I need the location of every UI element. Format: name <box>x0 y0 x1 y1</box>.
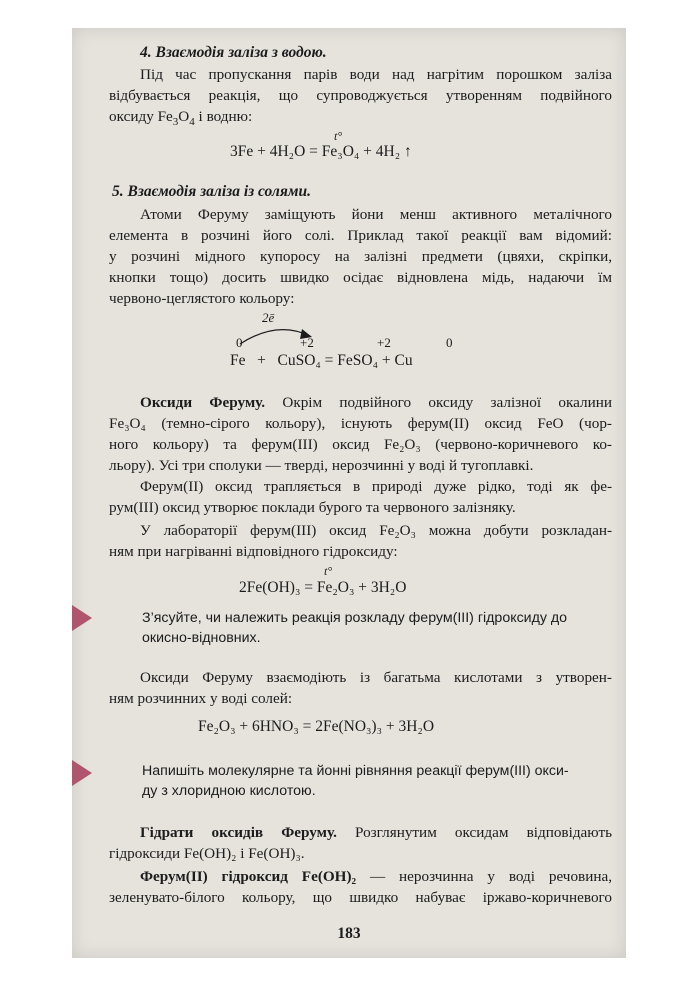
eq-decomposition-condition: t° <box>324 564 333 578</box>
section-5-heading: 5. Взаємодія заліза із солями. <box>112 183 311 200</box>
oxides-line-2: Fe₃O₄ (темно-сірого кольору), існують ферум(II) оксид FeO (чор- <box>109 415 612 432</box>
section-5-line-1: Атоми Феруму заміщують йони менш активного металічного <box>140 206 612 223</box>
eq-water-condition: t° <box>334 129 343 143</box>
hydrates-line-2: гідроксиди Fe(OH)₂ і Fe(OH)₃. <box>109 845 305 862</box>
section-5-line-3: у розчині мідного купоросу на залізні предмети (цвяхи, скріпки, <box>109 248 612 265</box>
section-4-line-2: відбувається реакція, що супроводжується утворенням подвійного <box>109 87 612 104</box>
oxides-line-4: льору). Усі три сполуки — тверді, нерозчинні у воді й тугоплавкі. <box>109 457 534 474</box>
hydrates-p2-line-2: зеленувато-білого кольору, що швидко набуває іржаво-коричневого <box>109 889 612 906</box>
equation-hydroxide-decomposition: 2Fe(OH)₃ = Fe₂O₃ + 3H₂O <box>239 579 407 596</box>
task-2-line-2: ду з хлоридною кислотою. <box>142 783 316 799</box>
task-2-line-1: Напишіть молекулярне та йонні рівняння реакції ферум(III) окси- <box>142 763 569 779</box>
oxides-p3-line-1: У лабораторії ферум(III) оксид Fe₂O₃ можна добути розкладан- <box>140 522 612 539</box>
section-4-heading: 4. Взаємодія заліза з водою. <box>140 44 327 61</box>
task-marker-icon <box>72 760 92 786</box>
oxides-p3-line-2: ням при нагріванні відповідного гідроксиду: <box>109 543 398 560</box>
hydrates-line-1: Гідрати оксидів Феруму. Розглянутим оксидам відповідають <box>140 824 613 841</box>
equation-iron-copper-sulfate: Fe + CuSO₄ = FeSO₄ + Cu <box>230 352 413 369</box>
task-1-line-1: З’ясуйте, чи належить реакція розкладу ферум(III) гідроксиду до <box>142 610 568 626</box>
task-marker-icon <box>72 605 92 631</box>
acids-line-2: ням розчинних у воді солей: <box>109 690 293 707</box>
oxides-p2-line-1: Ферум(II) оксид трапляється в природі дуже рідко, тоді як фе- <box>140 478 612 495</box>
section-4-line-1: Під час пропускання парів води над нагрітим порошком заліза <box>140 66 612 83</box>
equation-iron-water: 3Fe + 4H₂O = Fe₃O₄ + 4H₂ ↑ <box>230 143 412 160</box>
section-5-line-4: кнопки тощо) досить швидко осідає відновлена мідь, надаючи їм <box>109 269 612 286</box>
ox-state-cu-left: +2 <box>300 335 314 350</box>
section-4-line-3: оксиду $Fe_3O_4$ і водню: <box>109 108 253 129</box>
ox-state-fe-right: +2 <box>377 335 391 350</box>
equation-oxide-nitric-acid: Fe₂O₃ + 6HNO₃ = 2Fe(NO₃)₃ + 3H₂O <box>198 718 435 735</box>
acids-line-1: Оксиди Феруму взаємодіють із багатьма кислотами з утворен- <box>140 669 612 686</box>
electron-transfer-label: 2ē <box>262 310 275 325</box>
oxides-line-1: Оксиди Феруму. Окрім подвійного оксиду залізної окалини <box>140 394 613 411</box>
task-1-line-2: окисно-відновних. <box>142 630 261 646</box>
section-5-line-2: елемента в розчині його солі. Приклад такої реакції вам відомий: <box>109 227 612 244</box>
ox-state-fe: 0 <box>236 335 243 350</box>
book-page <box>72 28 626 958</box>
hydrates-p2-line-1: Ферум(II) гідроксид Fe(OH)₂ — нерозчинна у воді речовина, <box>140 868 613 885</box>
oxides-p2-line-2: рум(III) оксид утворює поклади бурого та червоного залізняку. <box>109 499 516 516</box>
page-number: 183 <box>337 925 361 942</box>
section-5-line-5: червоно-цеглястого кольору: <box>109 290 295 307</box>
oxides-line-3: ного кольору) та ферум(III) оксид Fe₂O₃ (червоно-коричневого ко- <box>109 436 612 453</box>
ox-state-cu-right: 0 <box>446 335 453 350</box>
